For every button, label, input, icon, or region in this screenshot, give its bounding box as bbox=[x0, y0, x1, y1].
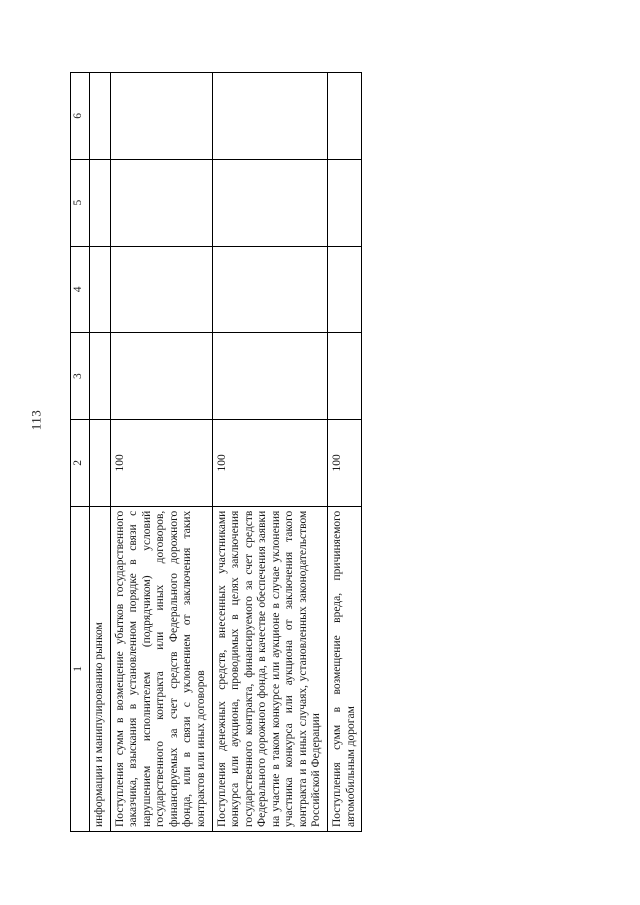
table-header-row bbox=[71, 73, 90, 832]
column-header-1: 1 bbox=[71, 506, 90, 831]
table-row bbox=[328, 73, 362, 832]
row-value-4 bbox=[90, 246, 111, 333]
row-value-5 bbox=[90, 159, 111, 246]
row-value-5 bbox=[110, 159, 212, 246]
row-description: Поступления сумм в возмещение убытков государственного заказчика, взыскания в установленном порядке в связи с нарушением исполнителем (подрядчиком) условий государственного контракта или иных договоров, финансируемых за счет средств Федерального дорожного фонда, или в связи с уклонением от заключения таких контрактов или иных договоров bbox=[110, 506, 212, 831]
column-header-5: 5 bbox=[71, 159, 90, 246]
row-value-4 bbox=[328, 246, 362, 333]
table-row bbox=[90, 73, 111, 832]
page-number: 113 bbox=[28, 409, 44, 431]
row-value-6 bbox=[110, 73, 212, 160]
row-value-5 bbox=[212, 159, 328, 246]
row-value-3 bbox=[212, 333, 328, 420]
table-row bbox=[212, 73, 328, 832]
row-description: Поступления сумм в возмещение вреда, причиняемого автомобильным дорогам bbox=[328, 506, 362, 831]
row-value-2 bbox=[90, 419, 111, 506]
row-value-6 bbox=[90, 73, 111, 160]
row-value-2: 100 bbox=[212, 419, 328, 506]
column-header-3: 3 bbox=[71, 333, 90, 420]
row-value-3 bbox=[328, 333, 362, 420]
row-value-4 bbox=[212, 246, 328, 333]
column-header-4: 4 bbox=[71, 246, 90, 333]
row-value-6 bbox=[212, 73, 328, 160]
row-value-2: 100 bbox=[110, 419, 212, 506]
column-header-6: 6 bbox=[71, 73, 90, 160]
row-value-4 bbox=[110, 246, 212, 333]
row-description: Поступления денежных средств, внесенных участниками конкурса или аукциона, проводимых в целях заключения государственного контракта, финансируемого за счет средств Федерального дорожного фонда, в качестве обеспечения заявки на участие в таком конкурсе или аукционе в случае уклонения участника конкурса или аукциона от заключения такого контракта и в иных случаях, установленных законодательством Российской Федерации bbox=[212, 506, 328, 831]
row-value-6 bbox=[328, 73, 362, 160]
row-value-2: 100 bbox=[328, 419, 362, 506]
column-header-2: 2 bbox=[71, 419, 90, 506]
row-value-3 bbox=[110, 333, 212, 420]
document-table bbox=[70, 72, 362, 832]
row-value-5 bbox=[328, 159, 362, 246]
row-value-3 bbox=[90, 333, 111, 420]
table-row bbox=[110, 73, 212, 832]
rotated-table-container bbox=[70, 72, 570, 832]
row-description: информации и манипулированию рынком bbox=[90, 506, 111, 831]
